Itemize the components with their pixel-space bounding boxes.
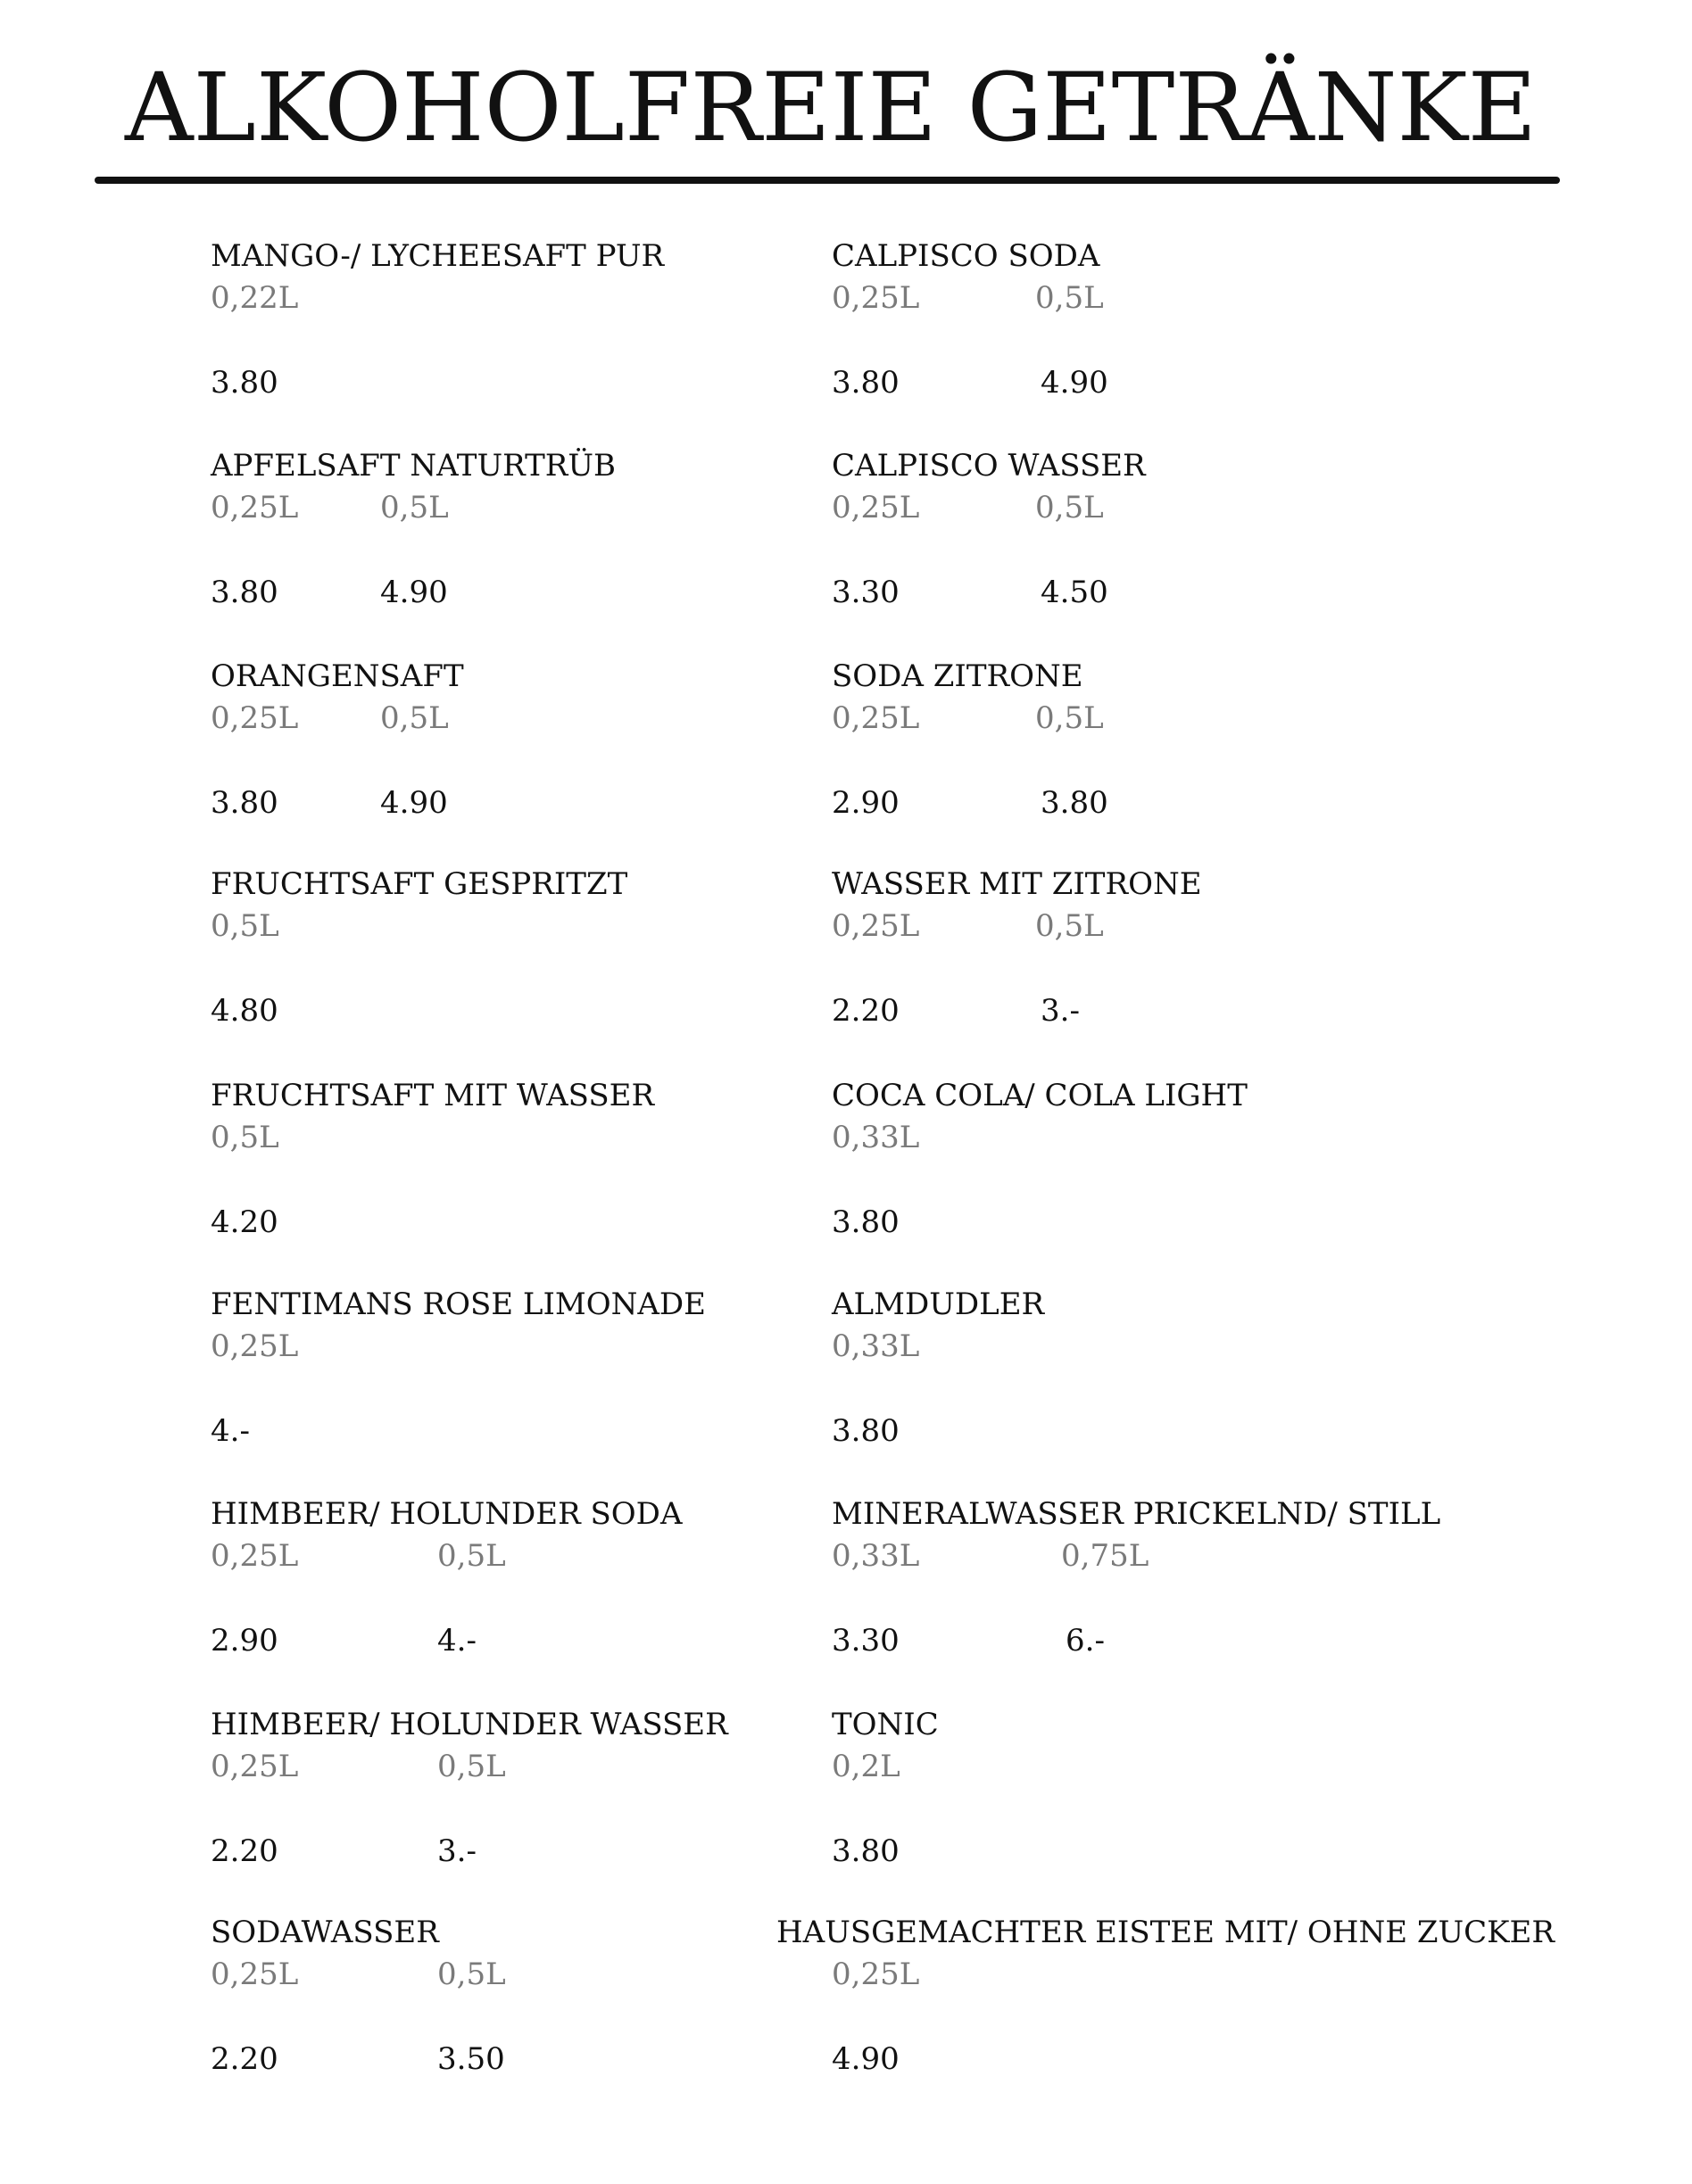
item-price: 4.90 [1041, 365, 1108, 401]
item-price: 2.90 [211, 1623, 278, 1659]
item-name: APFELSAFT NATURTRÜB [211, 448, 617, 484]
item-name: CALPISCO SODA [832, 238, 1100, 274]
item-name: CALPISCO WASSER [832, 448, 1146, 484]
item-volume: 0,25L [211, 1749, 299, 1784]
item-name: SODA ZITRONE [832, 658, 1083, 694]
item-price: 2.20 [211, 1833, 278, 1869]
item-price: 3.80 [832, 365, 900, 401]
item-volume: 0,5L [211, 1120, 279, 1155]
item-name: WASSER MIT ZITRONE [832, 866, 1202, 902]
item-name: COCA COLA/ COLA LIGHT [832, 1078, 1248, 1113]
menu-item-soda-zitrone [832, 658, 1635, 828]
item-price: 3.80 [211, 575, 278, 610]
item-volume: 0,5L [437, 1538, 506, 1574]
item-name: TONIC [832, 1707, 939, 1742]
item-price: 4.90 [380, 785, 448, 821]
item-price: 3.30 [832, 1623, 900, 1659]
item-volume: 0,5L [1035, 700, 1104, 736]
item-volume: 0,25L [832, 908, 920, 944]
item-price: 4.- [437, 1623, 477, 1659]
item-price: 4.50 [1041, 575, 1108, 610]
item-volume: 0,5L [1035, 908, 1104, 944]
item-price: 3.80 [832, 1413, 900, 1449]
item-volume: 0,33L [832, 1328, 920, 1364]
menu-item-fruchtsaft-mit-wasser [211, 1078, 800, 1247]
item-price: 4.90 [380, 575, 448, 610]
item-volume: 0,25L [832, 1956, 920, 1992]
item-price: 3.- [437, 1833, 477, 1869]
item-price: 2.20 [832, 993, 900, 1029]
menu-item-calpisco-wasser [832, 448, 1635, 617]
item-name: HIMBEER/ HOLUNDER WASSER [211, 1707, 728, 1742]
item-name: SODAWASSER [211, 1915, 439, 1950]
item-volume: 0,25L [832, 700, 920, 736]
item-name: MANGO-/ LYCHEESAFT PUR [211, 238, 665, 274]
item-volume: 0,25L [211, 1538, 299, 1574]
item-volume: 0,5L [437, 1749, 506, 1784]
menu-item-fruchtsaft-gespritzt [211, 866, 800, 1036]
item-price: 3.50 [437, 2041, 505, 2077]
item-price: 4.20 [211, 1204, 278, 1240]
item-name: ORANGENSAFT [211, 658, 464, 694]
menu-title: ALKOHOLFREIE GETRÄNKE [125, 53, 1538, 162]
item-price: 2.20 [211, 2041, 278, 2077]
item-name: HIMBEER/ HOLUNDER SODA [211, 1496, 683, 1532]
item-name: FRUCHTSAFT GESPRITZT [211, 866, 628, 902]
item-volume: 0,25L [832, 490, 920, 525]
item-volume: 0,33L [832, 1120, 920, 1155]
menu-item-hausgemachter-eistee [776, 1915, 1635, 2084]
item-price: 4.80 [211, 993, 278, 1029]
item-price: 3.80 [832, 1833, 900, 1869]
menu-item-mineralwasser [832, 1496, 1635, 1666]
item-price: 3.80 [832, 1204, 900, 1240]
item-volume: 0,25L [211, 700, 299, 736]
item-volume: 0,5L [211, 908, 279, 944]
item-volume: 0,75L [1061, 1538, 1149, 1574]
item-volume: 0,25L [211, 1956, 299, 1992]
item-volume: 0,25L [211, 490, 299, 525]
item-price: 4.- [211, 1413, 250, 1449]
item-volume: 0,5L [1035, 490, 1104, 525]
menu-item-mango-lycheesaft [211, 238, 800, 408]
menu-item-tonic [832, 1707, 1635, 1876]
item-volume: 0,25L [832, 280, 920, 316]
item-volume: 0,33L [832, 1538, 920, 1574]
item-name: FENTIMANS ROSE LIMONADE [211, 1286, 706, 1322]
menu-item-himbeer-holunder-soda [211, 1496, 800, 1666]
item-volume: 0,22L [211, 280, 299, 316]
item-volume: 0,25L [211, 1328, 299, 1364]
item-price: 3.- [1041, 993, 1080, 1029]
item-name: ALMDUDLER [832, 1286, 1045, 1322]
menu-item-almdudler [832, 1286, 1635, 1456]
menu-item-calpisco-soda [832, 238, 1635, 408]
menu-item-coca-cola [832, 1078, 1635, 1247]
menu-item-fentimans-rose-limonade [211, 1286, 800, 1456]
item-volume: 0,5L [437, 1956, 506, 1992]
item-price: 3.30 [832, 575, 900, 610]
menu-item-orangensaft [211, 658, 800, 828]
item-volume: 0,5L [380, 490, 449, 525]
menu-item-apfelsaft [211, 448, 800, 617]
item-name: MINERALWASSER PRICKELND/ STILL [832, 1496, 1441, 1532]
item-name: HAUSGEMACHTER EISTEE MIT/ OHNE ZUCKER [776, 1915, 1555, 1950]
menu-item-sodawasser [211, 1915, 800, 2084]
title-underline [95, 177, 1560, 184]
item-volume: 0,5L [380, 700, 449, 736]
item-volume: 0,5L [1035, 280, 1104, 316]
item-price: 3.80 [211, 785, 278, 821]
item-name: FRUCHTSAFT MIT WASSER [211, 1078, 655, 1113]
item-price: 3.80 [211, 365, 278, 401]
item-price: 3.80 [1041, 785, 1108, 821]
item-price: 2.90 [832, 785, 900, 821]
item-price: 4.90 [832, 2041, 900, 2077]
item-volume: 0,2L [832, 1749, 900, 1784]
menu-item-himbeer-holunder-wasser [211, 1707, 800, 1876]
item-price: 6.- [1066, 1623, 1105, 1659]
menu-item-wasser-mit-zitrone [832, 866, 1635, 1036]
